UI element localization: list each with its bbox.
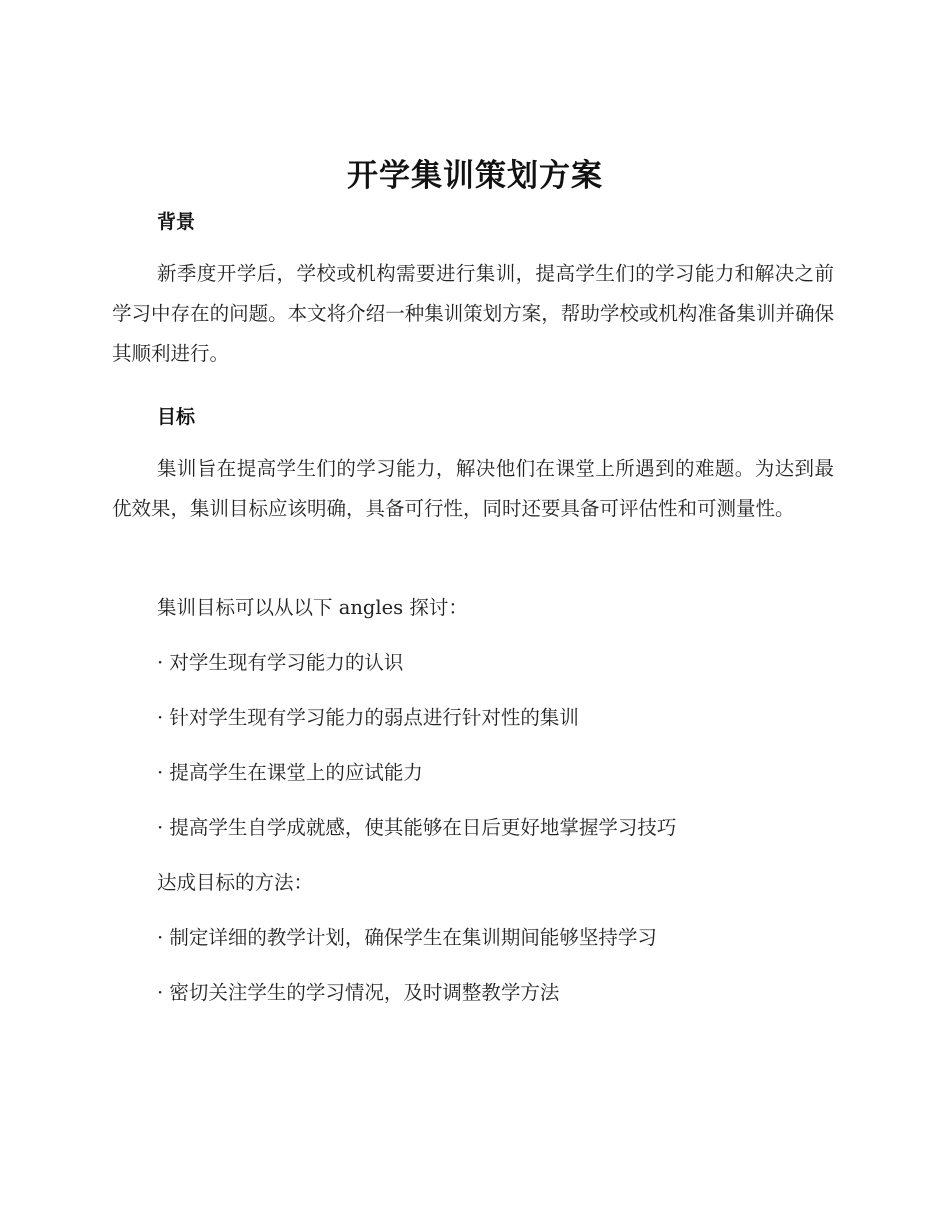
list-item: · 针对学生现有学习能力的弱点进行针对性的集训 [157,706,579,729]
section-heading-background: 背景 [157,211,196,233]
document-title: 开学集训策划方案 [347,158,603,194]
angles-intro: 集训目标可以从以下 angles 探讨： [157,596,468,619]
methods-intro: 达成目标的方法： [157,871,314,894]
list-item: · 提高学生在课堂上的应试能力 [157,761,423,784]
section-paragraph-goals: 集训旨在提高学生们的学习能力，解决他们在课堂上所遇到的难题。为达到最优效果，集训目标应该明确，具备可行性，同时还要具备可评估性和可测量性。 [112,457,834,520]
list-item: · 提高学生自学成就感，使其能够在日后更好地掌握学习技巧 [157,816,677,839]
section-paragraph-background: 新季度开学后，学校或机构需要进行集训，提高学生们的学习能力和解决之前学习中存在的问题。本文将介绍一种集训策划方案，帮助学校或机构准备集训并确保其顺利进行。 [112,262,834,365]
list-item: · 制定详细的教学计划，确保学生在集训期间能够坚持学习 [157,926,657,949]
list-item: · 密切关注学生的学习情况，及时调整教学方法 [157,981,560,1004]
section-heading-goals: 目标 [157,406,196,428]
list-item: · 对学生现有学习能力的认识 [157,651,404,674]
